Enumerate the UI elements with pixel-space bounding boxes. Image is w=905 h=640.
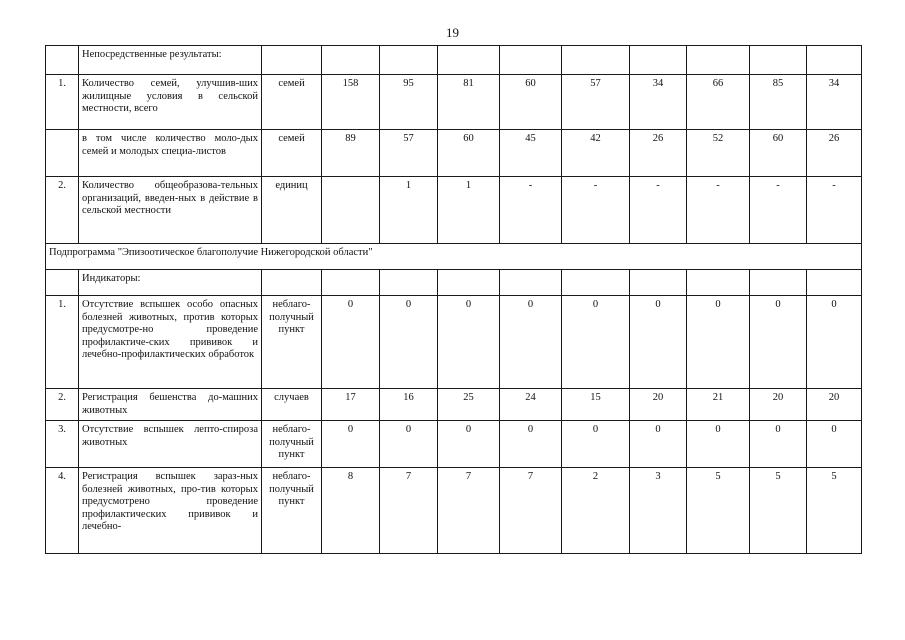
row-number-cell: 1. (46, 296, 79, 389)
value-cell: 0 (807, 421, 862, 468)
row-number-cell (46, 46, 79, 75)
value-cell (807, 270, 862, 296)
value-cell (687, 270, 750, 296)
unit-cell: семей (262, 75, 322, 130)
table-row (46, 46, 862, 75)
indicators-table (45, 45, 862, 554)
value-cell: 34 (807, 75, 862, 130)
value-cell: 2 (562, 468, 630, 554)
value-cell: 42 (562, 130, 630, 177)
value-cell: 0 (438, 421, 500, 468)
value-cell (687, 46, 750, 75)
value-cell: 20 (750, 389, 807, 421)
value-cell (322, 270, 380, 296)
value-cell: - (687, 177, 750, 244)
unit-cell: единиц (262, 177, 322, 244)
value-cell: 7 (380, 468, 438, 554)
value-cell (750, 46, 807, 75)
row-number-cell: 4. (46, 468, 79, 554)
value-cell (438, 270, 500, 296)
value-cell: 95 (380, 75, 438, 130)
value-cell: 60 (500, 75, 562, 130)
value-cell: 0 (322, 421, 380, 468)
value-cell: 8 (322, 468, 380, 554)
value-cell: 20 (630, 389, 687, 421)
value-cell: 60 (438, 130, 500, 177)
row-number-cell (46, 270, 79, 296)
value-cell (438, 46, 500, 75)
value-cell: 25 (438, 389, 500, 421)
value-cell: 81 (438, 75, 500, 130)
row-number-cell: 2. (46, 177, 79, 244)
indicator-name-cell: Количество общеобразова-тельных организаций, введен-ных в действие в сельской местности (79, 177, 262, 244)
value-cell (750, 270, 807, 296)
subprogram-title: Подпрограмма "Эпизоотическое благополучие Нижегородской области" (46, 244, 862, 270)
row-number-cell: 2. (46, 389, 79, 421)
indicator-name-cell: Индикаторы: (79, 270, 262, 296)
value-cell: 20 (807, 389, 862, 421)
value-cell (630, 46, 687, 75)
unit-cell (262, 270, 322, 296)
row-number-cell: 3. (46, 421, 79, 468)
value-cell: 0 (630, 296, 687, 389)
value-cell: 34 (630, 75, 687, 130)
value-cell: 60 (750, 130, 807, 177)
value-cell: 85 (750, 75, 807, 130)
table-row (46, 177, 862, 244)
value-cell: 0 (807, 296, 862, 389)
table-row (46, 421, 862, 468)
value-cell: 0 (562, 421, 630, 468)
value-cell (807, 46, 862, 75)
row-number-cell (46, 130, 79, 177)
value-cell (500, 46, 562, 75)
value-cell: 52 (687, 130, 750, 177)
value-cell: 89 (322, 130, 380, 177)
value-cell: 0 (322, 296, 380, 389)
value-cell: 26 (630, 130, 687, 177)
value-cell (380, 46, 438, 75)
table-row (46, 389, 862, 421)
unit-cell: неблаго-получный пункт (262, 296, 322, 389)
value-cell: 16 (380, 389, 438, 421)
value-cell: 0 (380, 296, 438, 389)
value-cell: 26 (807, 130, 862, 177)
value-cell: 7 (500, 468, 562, 554)
table-row (46, 468, 862, 554)
value-cell: 7 (438, 468, 500, 554)
value-cell: 1 (438, 177, 500, 244)
table-body (46, 46, 862, 554)
value-cell (562, 270, 630, 296)
value-cell: 57 (562, 75, 630, 130)
value-cell: 5 (807, 468, 862, 554)
indicator-name-cell: Количество семей, улучшив-ших жилищные условия в сельской местности, всего (79, 75, 262, 130)
unit-cell: семей (262, 130, 322, 177)
value-cell: 0 (750, 296, 807, 389)
value-cell: - (750, 177, 807, 244)
value-cell: - (630, 177, 687, 244)
value-cell: 0 (687, 296, 750, 389)
table-row (46, 270, 862, 296)
unit-cell: неблаго-получный пункт (262, 421, 322, 468)
value-cell: 24 (500, 389, 562, 421)
value-cell: 0 (750, 421, 807, 468)
value-cell: 0 (380, 421, 438, 468)
value-cell: 0 (500, 421, 562, 468)
value-cell: 0 (687, 421, 750, 468)
indicator-name-cell: Непосредственные результаты: (79, 46, 262, 75)
value-cell: 5 (687, 468, 750, 554)
value-cell (380, 270, 438, 296)
value-cell: 57 (380, 130, 438, 177)
row-number-cell: 1. (46, 75, 79, 130)
value-cell (322, 177, 380, 244)
indicator-name-cell: Отсутствие вспышек особо опасных болезней животных, против которых предусмотре-но проведение профилактиче-ских прививок и лечебно-профилактических обработок (79, 296, 262, 389)
value-cell: 158 (322, 75, 380, 130)
value-cell (322, 46, 380, 75)
page-number: 19 (446, 25, 459, 40)
subprogram-row (46, 244, 862, 270)
value-cell: 0 (500, 296, 562, 389)
value-cell: - (500, 177, 562, 244)
indicator-name-cell: Регистрация бешенства до-машних животных (79, 389, 262, 421)
value-cell: - (807, 177, 862, 244)
value-cell: 21 (687, 389, 750, 421)
unit-cell: случаев (262, 389, 322, 421)
value-cell: 0 (562, 296, 630, 389)
value-cell (630, 270, 687, 296)
value-cell: - (562, 177, 630, 244)
value-cell: 1 (380, 177, 438, 244)
value-cell: 0 (630, 421, 687, 468)
indicator-name-cell: Отсутствие вспышек лепто-спироза животных (79, 421, 262, 468)
value-cell: 5 (750, 468, 807, 554)
unit-cell (262, 46, 322, 75)
value-cell: 15 (562, 389, 630, 421)
value-cell (500, 270, 562, 296)
value-cell: 17 (322, 389, 380, 421)
unit-cell: неблаго-получный пункт (262, 468, 322, 554)
value-cell (562, 46, 630, 75)
value-cell: 45 (500, 130, 562, 177)
value-cell: 66 (687, 75, 750, 130)
indicator-name-cell: Регистрация вспышек зараз-ных болезней животных, про-тив которых предусмотрено проведение профилактических прививок и лечебно- (79, 468, 262, 554)
table-row (46, 75, 862, 130)
indicator-name-cell: в том числе количество моло-дых семей и молодых специа-листов (79, 130, 262, 177)
value-cell: 0 (438, 296, 500, 389)
table-row (46, 296, 862, 389)
value-cell: 3 (630, 468, 687, 554)
table-row (46, 130, 862, 177)
